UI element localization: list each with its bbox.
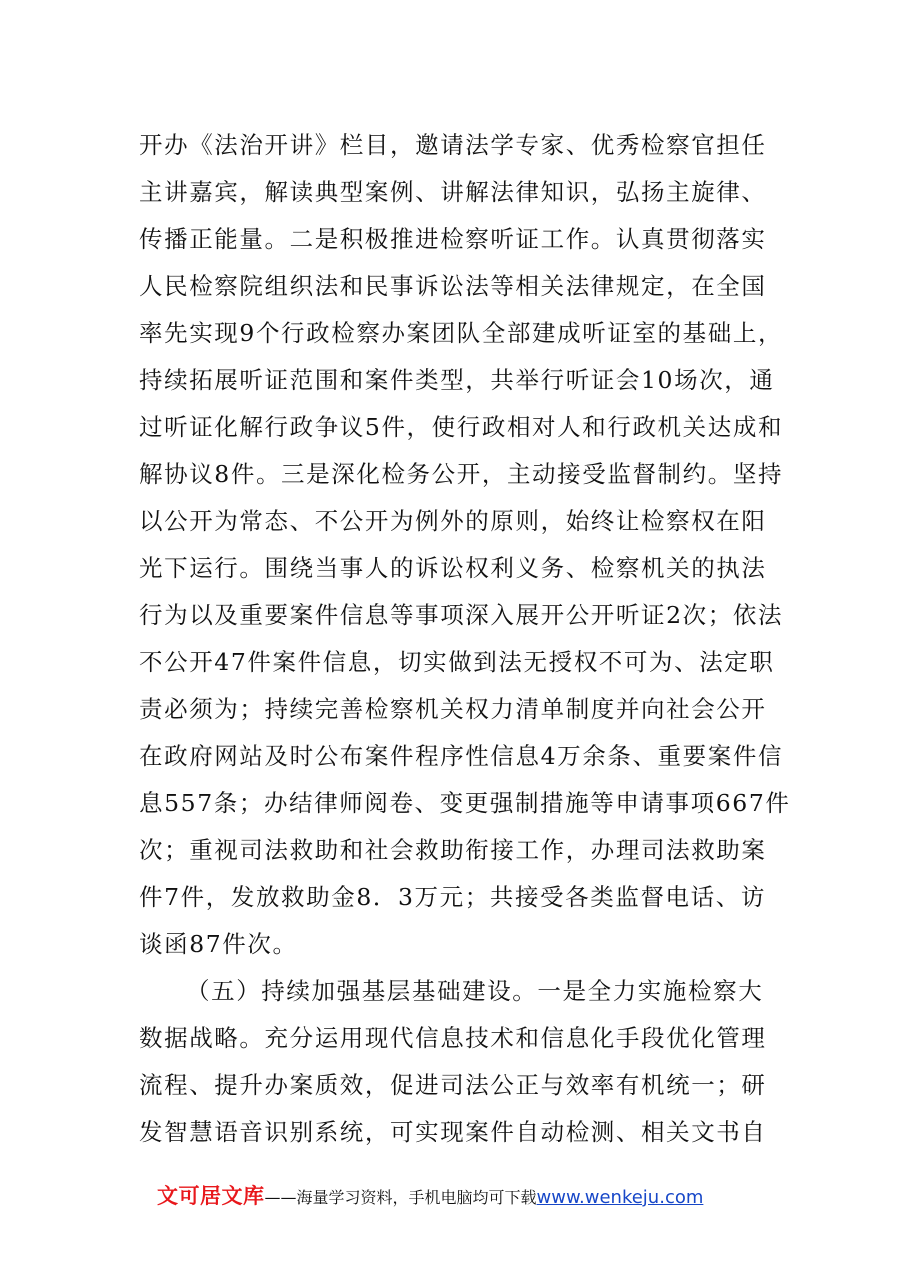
section-heading-line: （五）持续加强基层基础建设。一是全力实施检察大 xyxy=(186,977,764,1005)
website-link[interactable]: www.wenkeju.com xyxy=(536,1187,704,1208)
text-line: 次；重视司法救助和社会救助衔接工作，办理司法救助案 xyxy=(139,836,767,864)
text-line: 以公开为常态、不公开为例外的原则，始终让检察权在阳 xyxy=(139,507,767,535)
text-line: 谈函87件次。 xyxy=(139,930,298,958)
text-line: 光下运行。围绕当事人的诉讼权利义务、检察机关的执法 xyxy=(139,554,767,582)
text-line: 发智慧语音识别系统，可实现案件自动检测、相关文书自 xyxy=(139,1118,767,1146)
text-line: 开办《法治开讲》栏目，邀请法学专家、优秀检察官担任 xyxy=(139,131,767,159)
text-line: 持续拓展听证范围和案件类型，共举行听证会10场次，通 xyxy=(139,366,775,394)
document-body xyxy=(139,122,791,1156)
text-line: 件7件，发放救助金8．3万元；共接受各类监督电话、访 xyxy=(139,883,766,911)
footer-banner xyxy=(157,1180,703,1212)
text-line: 解协议8件。三是深化检务公开，主动接受监督制约。坚持 xyxy=(139,460,784,488)
text-line: 率先实现9个行政检察办案团队全部建成听证室的基础上， xyxy=(139,319,784,347)
text-line: 责必须为；持续完善检察机关权力清单制度并向社会公开 xyxy=(139,695,767,723)
text-line: 人民检察院组织法和民事诉讼法等相关法律规定，在全国 xyxy=(139,272,767,300)
text-line: 主讲嘉宾，解读典型案例、讲解法律知识，弘扬主旋律、 xyxy=(139,178,767,206)
text-line: 息557条；办结律师阅卷、变更强制措施等申请事项667件 xyxy=(139,789,791,817)
text-line: 过听证化解行政争议5件，使行政相对人和行政机关达成和 xyxy=(139,413,784,441)
text-line: 数据战略。充分运用现代信息技术和信息化手段优化管理 xyxy=(139,1024,767,1052)
brand-name: 文可居文库 xyxy=(157,1184,265,1208)
footer-slogan: ——海量学习资料，手机电脑均可下载 xyxy=(264,1188,537,1207)
text-line: 在政府网站及时公布案件程序性信息4万余条、重要案件信 xyxy=(139,742,784,770)
text-line: 流程、提升办案质效，促进司法公正与效率有机统一；研 xyxy=(139,1071,767,1099)
text-line: 不公开47件案件信息，切实做到法无授权不可为、法定职 xyxy=(139,648,775,676)
text-line: 传播正能量。二是积极推进检察听证工作。认真贯彻落实 xyxy=(139,225,767,253)
text-line: 行为以及重要案件信息等事项深入展开公开听证2次；依法 xyxy=(139,601,784,629)
